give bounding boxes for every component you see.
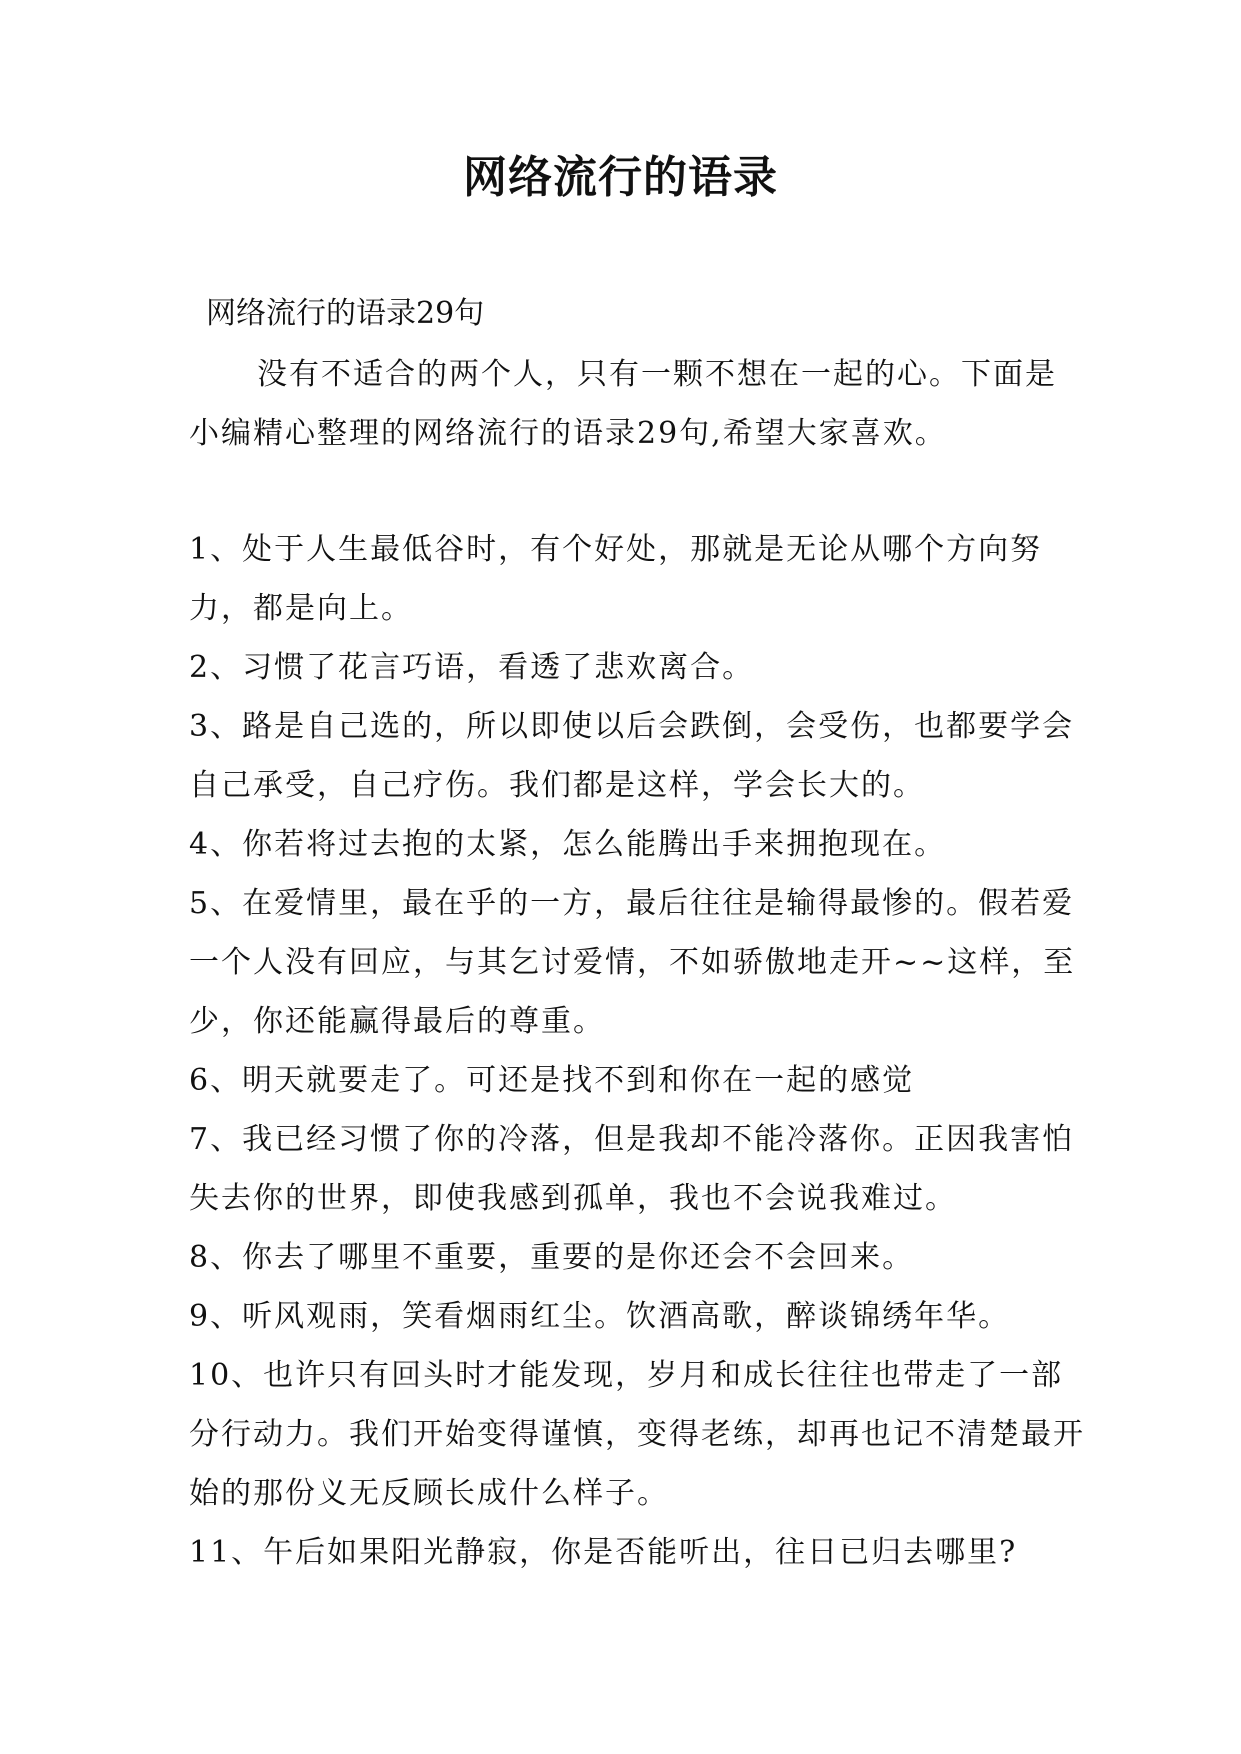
list-item: 5、在爱情里，最在乎的一方，最后往往是输得最惨的。假若爱一个人没有回应，与其乞讨爱情，不如骄傲地走开~~这样，至少，你还能赢得最后的尊重。 [189,886,1076,1039]
list-item: 11、午后如果阳光静寂，你是否能听出，往日已归去哪里? [189,1535,1018,1570]
list-item: 9、听风观雨，笑看烟雨红尘。饮酒高歌，醉谈锦绣年华。 [189,1299,1011,1334]
quote-list [189,520,1089,1582]
list-item: 7、我已经习惯了你的冷落，但是我却不能冷落你。正因我害怕失去你的世界，即使我感到孤单，我也不会说我难过。 [189,1122,1075,1216]
list-item: 3、路是自己选的，所以即使以后会跌倒，会受伤，也都要学会自己承受，自己疗伤。我们都是这样，学会长大的。 [189,709,1075,803]
list-item: 1、处于人生最低谷时，有个好处，那就是无论从哪个方向努力，都是向上。 [189,532,1043,626]
list-item: 6、明天就要走了。可还是找不到和你在一起的感觉 [189,1063,915,1098]
list-item: 10、也许只有回头时才能发现，岁月和成长往往也带走了一部分行动力。我们开始变得谨慎，变得老练，却再也记不清楚最开始的那份义无反顾长成什么样子。 [189,1358,1085,1511]
list-item: 8、你去了哪里不重要，重要的是你还会不会回来。 [189,1240,915,1275]
list-item: 4、你若将过去抱的太紧，怎么能腾出手来拥抱现在。 [189,827,947,862]
document-title: 网络流行的语录 [463,152,778,203]
intro-paragraph: 没有不适合的两个人，只有一颗不想在一起的心。下面是小编精心整理的网络流行的语录29句,希望大家喜欢。 [189,357,1057,451]
document-subtitle: 网络流行的语录29句 [206,296,485,331]
list-item: 2、习惯了花言巧语，看透了悲欢离合。 [189,650,755,685]
